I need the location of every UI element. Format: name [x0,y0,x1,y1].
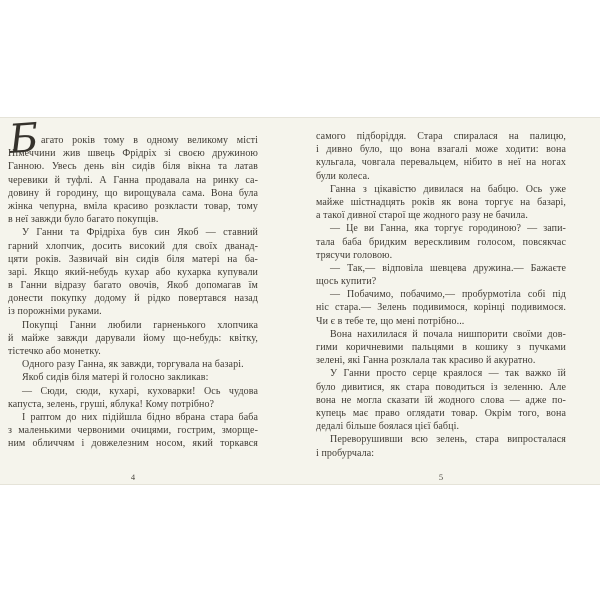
text-line: вона не могла сказати їй жодного слова — адже по- [316,394,566,406]
drop-cap-initial: Б [7,115,41,163]
text-line: Б агато років тому в одному великому місті [7,115,258,163]
text-line: І раптом до них підійшла бідно вбрана стара баба [22,411,258,423]
text-line: були колеса. [316,170,370,182]
text-line: самого підборіддя. Стара спиралася на палицю, [316,131,566,142]
text-line: Якоб сидів біля матері й голосно закликав: [22,372,209,384]
text-line: Чи є в тебе те, що мені потрібно... [316,315,465,327]
text-line: з маленькими червоними очицями, гострим, зморще- [8,425,258,437]
text-line: із порожніми руками. [8,306,102,318]
book-page-right [316,130,566,482]
page-number-right: 5 [438,472,444,482]
page-text-right [316,130,566,460]
text-line: купець має право оглядати товар. Окрім того, вона [316,407,566,419]
text-line: в неї завжди було багато покупців. [8,214,159,226]
text-line: Німеччини жив швець Фрідріх зі своєю дружиною [8,148,258,160]
text-line: гими коричневими пальцями в кошику з пучками [316,342,566,353]
text-line: дедалі більше боялася цієї бабці. [316,421,460,433]
text-line: цяти років. Зазвичай він сидів біля матері на ба- [8,253,258,265]
text-line: трясучи головою. [316,249,393,261]
text-line: майже шістнадцять років як вона торгує на базарі, [316,196,566,208]
text-line: і пробурчала: [316,447,375,459]
text-line: Переворушивши всю зелень, стара випросталася [330,434,566,446]
text-line: Ганною. Увесь день він сидів біля вікна та латав [8,161,258,173]
text-line: — Так,— відповіла шевцева дружина.— Бажаєте [330,262,566,274]
text-line: черевики й туфлі. А Ганна продавала на ринку са- [8,174,258,186]
text-line: кульгала, човгала перевальцем, нібито в неї на ногах [316,157,566,169]
text-line: ним обличчям і довжелезним носом, який торкався [8,438,258,450]
page-number-left: 4 [130,472,136,482]
text-line: Покупці Ганни любили гарненького хлопчика [22,319,258,331]
text-line: — Сюди, сюди, кухарі, куховарки! Ось чудова [22,385,258,397]
text-line: і дивно було, що вона взагалі може ходити: вона [316,144,566,156]
text-line: ніс стара.— Зелень подивимося, корінці подивимося. [316,302,566,314]
text-line: в Ганни відразу багато овочів, Якоб допомагав їм [8,280,258,292]
text-line: донести покупку додому й рідко повертався назад [8,293,258,305]
text-line: Ганна з цікавістю дивилася на бабцю. Ось уже [330,183,566,195]
text-line: довину й городину, що вирощувала сама. Вона була [8,187,258,199]
text-line: тістечко або монетку. [8,346,101,357]
text-line: жінка чепурна, вміла красиво розкласти товар, тому [8,200,258,212]
text-line: а такої дивної старої ще жодного разу не бачила. [316,210,528,222]
text-line: Вона нахилилася й почала нишпорити своїми дов- [330,328,566,340]
text-line: — Побачимо, побачимо,— пробурмотіла собі під [330,289,566,301]
text-line: було дивитися, як стара поводиться із зеленню. Але [316,381,566,393]
text-line: й майже завжди дарували йому що-небудь: квітку, [8,332,258,344]
text-line: тала баба бридким верескливим голосом, повсякчас [316,236,566,248]
page-text-left [7,115,258,451]
book-page-left [7,115,258,482]
book-spread [0,117,600,485]
text-line: — Це ви Ганна, яка торгує городиною? — запи- [330,223,566,235]
text-line: гарний хлопчик, досить високий для своїх дванад- [8,240,258,252]
text-line: зарі. Якщо який-небудь кухар або кухарка купували [8,266,258,278]
text-line: щось купити? [316,276,377,288]
text-line: У Ганни та Фрідріха був син Якоб — ставний [22,227,258,239]
text-line: Одного разу Ганна, як завжди, торгувала на базарі. [22,359,244,371]
text-line: капуста, зелень, груші, яблука! Кому потрібно? [8,398,215,410]
text-line: зелені, які Ганна розклала так красиво й акуратно. [316,355,536,367]
text-line: У Ганни просто серце краялося — так важко їй [330,368,566,380]
